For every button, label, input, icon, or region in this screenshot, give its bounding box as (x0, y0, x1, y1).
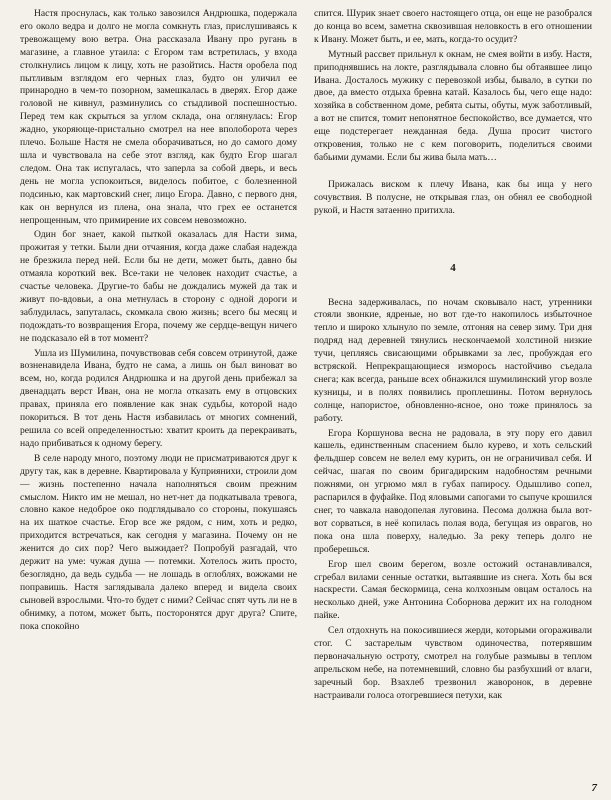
paragraph: В селе народу много, поэтому люди не присматриваются друг к другу так, как в деревне. Квартировала у Куприянихи, строили дом — жизнь постепенно начала наполняться своим прежним смыслом. Никто им не мешал, но нет-нет да подкатывала тревога, словно какое недоброе око подглядывало со стороны, покушаясь на их шаткое счастье. Егор все же рядом, с ним, хоть и редко, приходится встречаться, как сегодня у магазина. Почему он не женится до сих пор? Чего выжидает? Попробуй разгадай, что держит на уме: чужая душа — потемки. Хотелось жить просто, безоглядно, да ведь судьба — не лошадь в оглоблях, вожжами не поправишь. Настя заглядывала далеко вперед и видела своих сыновей взрослыми. Что-то будет с ними? Сейчас спят чуть ли не в обнимку, а потом, может быть, посторонятся друг друга? Спите, пока спокойно (20, 452, 297, 632)
left-column (20, 8, 297, 634)
paragraph: Егор шел своим берегом, возле остожий останавливался, сгребал вилами сенные остатки, вытаявшие из снега. Хоть бы вся наскрести. Самая бескормица, сена колхозным овцам осталось на несколько дней, уже Антонина Соборнова держит их на голодном пайке. (314, 558, 592, 622)
chapter-number: 4 (450, 261, 456, 274)
paragraph: Прижалась виском к плечу Ивана, как бы ища у него сочувствия. В полусне, не открывая глаз, он обнял ее свободной рукой, и Настя затаенно притихла. (314, 178, 592, 216)
paragraph-continuation: спится. Шурик знает своего настоящего отца, он еще не разобрался до конца во всем, заметна сквозившая неловкость в его отношении к Ивану. Может быть, и ее, мать, когда-то осудит? (314, 8, 592, 45)
page-number: 7 (591, 782, 597, 794)
paragraph: Весна задерживалась, по ночам сковывало наст, утренники стояли звонкие, ядреные, но вот где-то накопилось избыточное тепло и широко хлынуло по земле, отгоняя на север зиму. Три дня подряд над деревней тянулись нескончаемой холстиной низкие тучи, цепляясь свисающими обрывками за лес, пробуждая его встряской. Непрекращающиеся изморось настойчиво съедала снега; как всегда, раньше всех обнажился шумилинский угор возле кузницы, и в полях появились проплешины. Потом вернулось солнце, напористое, обновленно-ясное, оно тоже принялось за работу. (314, 296, 592, 424)
paragraph: Ушла из Шумилина, почувствовав себя совсем отринутой, даже возненавидела Ивана, будто не сама, а лишь он был виноват во всем, но, когда родился Андрюшка и на другой день прибежал за двенадцать верст Иван, она не могла отказать ему в отцовских правах, приняла его появление как знак судьбы, которой надо покориться. В тот день Настя избавилась от многих сомнений, решила со всей определенностью: хватит кроить да перекраивать, надо прибиваться к одному берегу. (20, 347, 297, 449)
paragraph: Мутный рассвет прильнул к окнам, не смея войти в избу. Настя, приподнявшись на локте, разглядывала словно бы обтаявшее лицо Ивана. Досталось мужику с перевозкой избы, бывало, в сутки по двое, да вместо отдыха бревна катай. Казалось бы, чего еще надо: хозяйка в собственном доме, ребята сыты, обуты, муж заботливый, а вот не спится, томит непонятное беспокойство, все думается, что еще подстерегает нежданная беда. Душа просит чистого откровения, только не с кем поговорить, поделиться своими бабьими думами. Если бы жива была мать… (314, 48, 592, 163)
paragraph: Егора Коршунова весна не радовала, в эту пору его давил кашель, единственным спасением было курево, и хоть сельский фельдшер совсем не велел ему курить, он не ограничивал себя. И сейчас, шагая по своим бригадирским надобностям речными пожнями, он угрюмо мял в губах папиросу. Одышливо сопел, распарился в фуфайке. Под яловыми сапогами то сыпуче крошился снег, то чавкала наводопелая луговина. Песома должна была вот-вот сорваться, в неё копилась полая вода, бегущая из оврагов, но пока она шла поверху, наледью. За реку теперь долго не проберешься. (314, 427, 592, 555)
paragraph: Сел отдохнуть на покосившиеся жерди, которыми огораживали стог. С застарелым чувством одиночества, потерявшим первоначальную остроту, смотрел на голубые размывы в теплом апрельском небе, на потемневший, словно бы разбухший от влаги, заречный бор. Взахлеб трезвонил жаворонок, в деревне настраивали голоса отогревшиеся петухи, как (314, 625, 592, 701)
paragraph: Один бог знает, какой пыткой оказалась для Насти зима, прожитая у тетки. Были дни отчаяния, когда даже слабая надежда не брезжила перед ней. Если бы не дети, может быть, давно бы отмаяла короткий век. Все-таки не человек находит счастье, а счастье человека. Другие-то бабы не дождались мужей да так и живут по-вдовьи, а она метнулась в сторону с одной дороги и заблудилась, запуталась, скомкала свою жизнь; всего бы месяц и подождать-то возвращения Егора, почему же сердце-вещун ничего не подсказало ей в тот момент? (20, 229, 297, 344)
paragraph: Настя проснулась, как только завозился Андрюшка, подержала его около ведра и долго не могла сомкнуть глаз, прислушиваясь к тревожащему вою ветра. Она рассказала Ивану про ругань в магазине, а главное утаила: с Егором там встретилась, у входа столкнулись лицом к лицу, хоть не разойтись. Настя оробела под пытливым взглядом его черных глаз, будто он уличил ее принародно в чем-то позорном, замешкалась в дверях. Егор даже головой не кивнул, разминулись со стыдливой поспешностью. Перед тем как скрыться за углом склада, она оглянулась: Егор жадно, укоряюще-пристально смотрел на нее вполоборота через плечо. Больше Настя не смела оборачиваться, но до самого дому шла и чувствовала на себе этот взгляд, как будто Егор шагал следом. Она так испугалась, что заперла за собой дверь, и весь день не могла успокоиться, виделось побитое, с болезненной подсинью, как мартовский снег, лицо Егора. Давно, с первого дня, как он вернулся из плена, она знала, что грех ее останется непрощенным, что примирение их совсем невозможно. (20, 8, 297, 226)
right-column (314, 8, 592, 703)
